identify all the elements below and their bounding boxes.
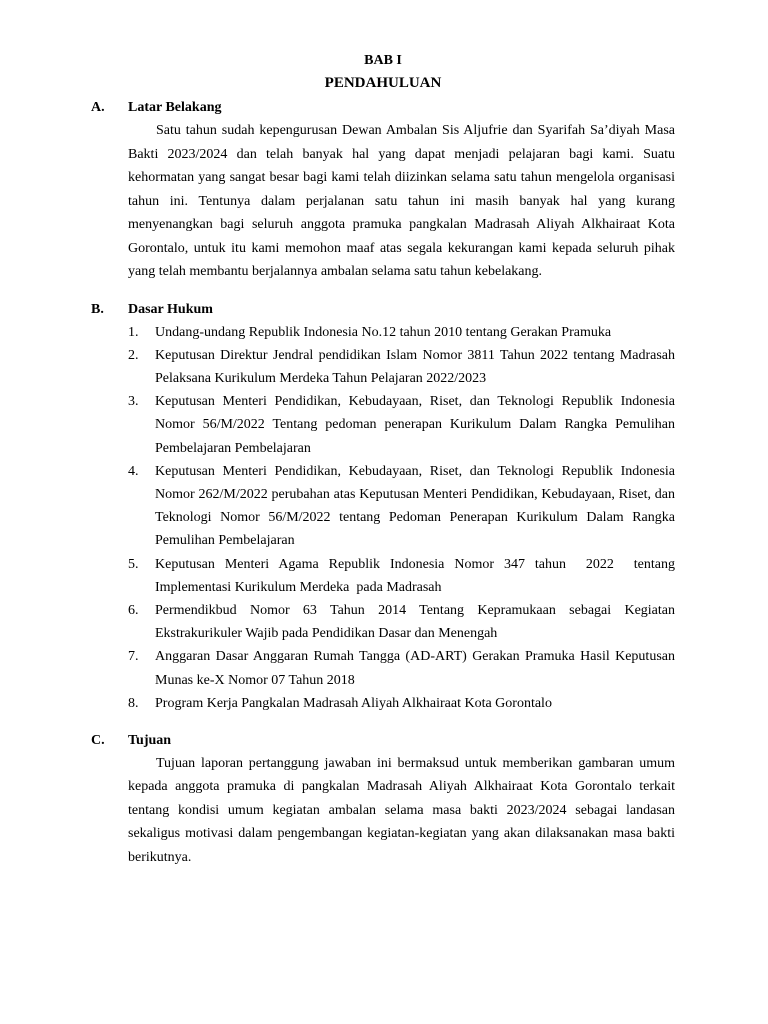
list-item-text: Program Kerja Pangkalan Madrasah Aliyah Alkhairaat Kota Gorontalo (155, 695, 552, 711)
section-heading (91, 298, 675, 321)
list-item-number: 3. (128, 394, 139, 410)
section-paragraph: Satu tahun sudah kepengurusan Dewan Ambalan Sis Aljufrie dan Syarifah Sa’diyah Masa Bakti 2023/2024 dan telah banyak hal yang dapat menjadi pelajaran bagi kami. Suatu kehormatan yang sangat besar bagi kami telah diizinkan selama satu tahun mengelola organisasi tahun ini. Tentunya dalam perjalanan satu tahun ini masih banyak hal yang kurang menyenangkan bagi seluruh anggota pramuka pangkalan Madrasah Aliyah Alkhairaat Kota Gorontalo, untuk itu kami memohon maaf atas segala kekurangan kami kepada seluruh pihak yang telah membantu berjalannya ambalan selama satu tahun kebelakang. (128, 123, 675, 279)
list-item-text: Keputusan Direktur Jendral pendidikan Islam Nomor 3811 Tahun 2022 tentang Madrasah Pelaksana Kurikulum Merdeka Tahun Pelajaran 2022/2023 (155, 347, 675, 386)
section-paragraph: Tujuan laporan pertanggung jawaban ini bermaksud untuk memberikan gambaran umum kepada anggota pramuka di pangkalan Madrasah Aliyah Alkhairaat Kota Gorontalo terkait tentang kondisi umum kegiatan ambalan selama masa bakti 2023/2024 sebagai landasan sekaligus motivasi dalam pengembangan kegiatan-kegiatan yang akan dilaksanakan masa bakti berikutnya. (128, 755, 675, 865)
chapter-title: PENDAHULUAN (324, 75, 442, 91)
section-letter: B. (91, 301, 104, 317)
list-item-text: Undang-undang Republik Indonesia No.12 tahun 2010 tentang Gerakan Pramuka (155, 324, 612, 340)
section-letter: C. (91, 732, 105, 748)
section-title: Latar Belakang (128, 100, 222, 115)
legal-basis-list (128, 321, 679, 715)
list-item (128, 344, 675, 390)
section-tujuan (91, 729, 675, 870)
chapter-number: BAB I (364, 53, 402, 68)
list-item-text: Keputusan Menteri Pendidikan, Kebudayaan, Riset, dan Teknologi Republik Indonesia Nomor 56/M/2022 Tentang pedoman penerapan Kurikulum Dalam Rangka Pemulihan Pembelajaran Pembelajaran (155, 394, 675, 456)
list-item-number: 4. (128, 463, 139, 479)
list-item (128, 645, 675, 691)
section-heading (91, 96, 675, 119)
list-item-number: 1. (128, 324, 139, 340)
list-item-number: 7. (128, 649, 139, 665)
list-item-number: 6. (128, 602, 139, 618)
section-title: Dasar Hukum (128, 301, 213, 317)
list-item-text: Permendikbud Nomor 63 Tahun 2014 Tentang Kepramukaan sebagai Kegiatan Ekstrakurikuler Wajib pada Pendidikan Dasar dan Menengah (155, 602, 675, 642)
list-item-text: Keputusan Menteri Agama Republik Indonesia Nomor 347 tahun 2022 tentang Implementasi Kurikulum Merdeka pada Madrasah (155, 556, 679, 595)
section-title: Tujuan (128, 732, 172, 748)
list-item (128, 390, 675, 460)
list-item (128, 321, 675, 344)
section-dasar-hukum (91, 298, 679, 715)
section-latar-belakang (91, 96, 675, 284)
list-item (128, 692, 675, 715)
list-item-number: 8. (128, 695, 139, 711)
list-item-text: Anggaran Dasar Anggaran Rumah Tangga (AD-ART) Gerakan Pramuka Hasil Keputusan Munas ke-X Nomor 07 Tahun 2018 (155, 649, 675, 688)
section-heading (91, 729, 675, 752)
list-item (128, 599, 675, 645)
list-item-number: 2. (128, 347, 139, 363)
list-item-number: 5. (128, 556, 139, 572)
section-letter: A. (91, 100, 105, 115)
list-item (128, 460, 675, 553)
list-item-text: Keputusan Menteri Pendidikan, Kebudayaan, Riset, dan Teknologi Republik Indonesia Nomor 262/M/2022 perubahan atas Keputusan Menteri Pendidikan, Kebudayaan, Riset, dan Teknologi Nomor 56/M/2022 tentang Pedoman Penerapan Kurikulum Dalam Rangka Pemulihan Pembelajaran (155, 463, 675, 549)
list-item (128, 553, 679, 599)
